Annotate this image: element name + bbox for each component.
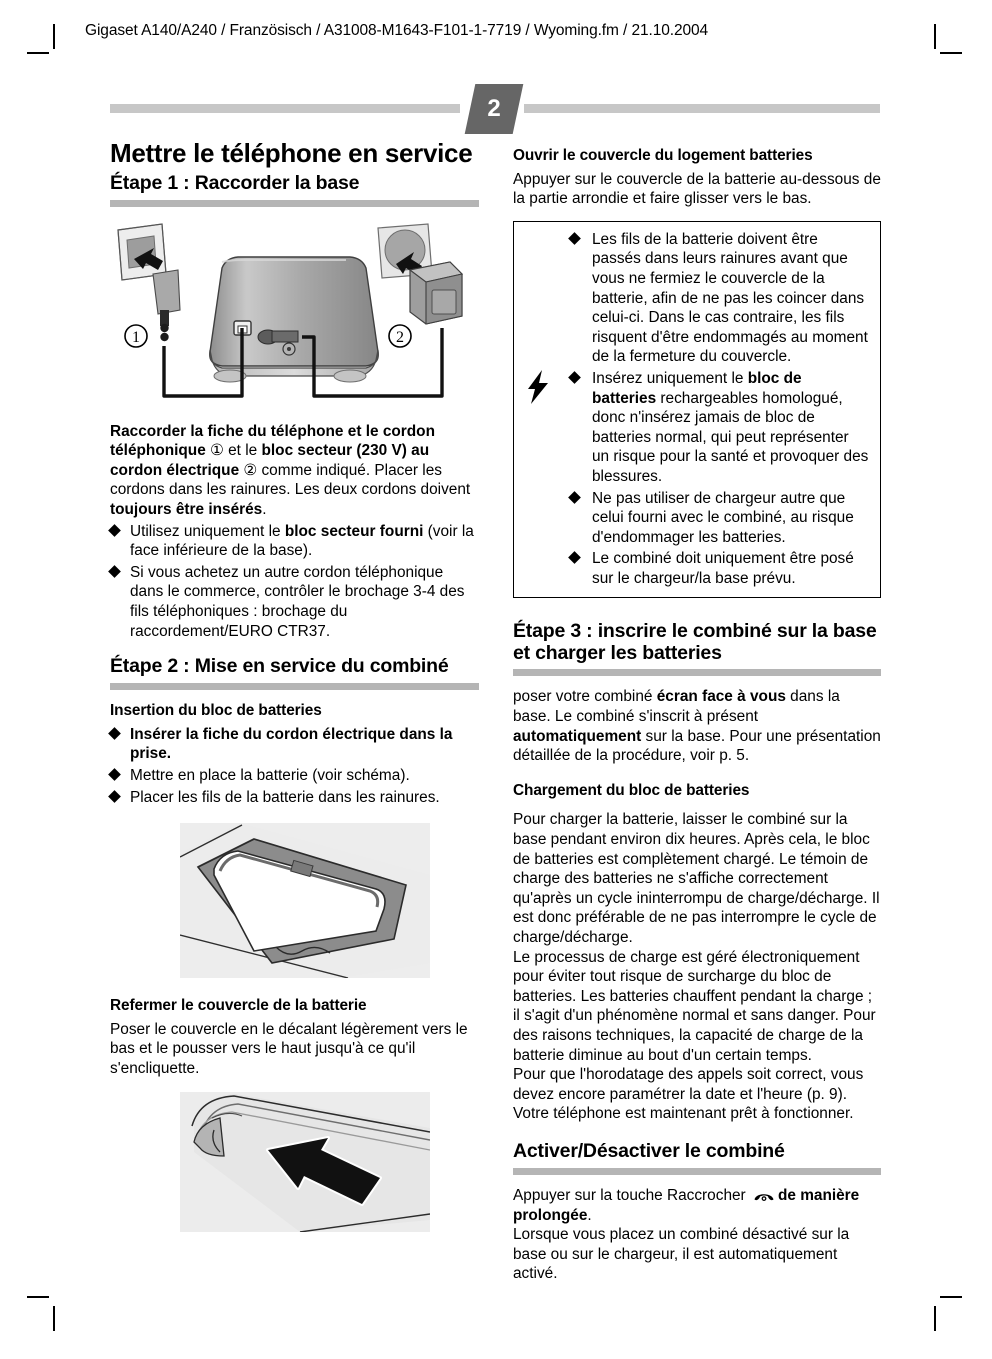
paragraph-charge-3: Pour que l'horodatage des appels soit correct, vous devez encore paramétrer la date et l'heure (p. 9). Votre téléphone est maintenant prêt à fonctionner. <box>513 1066 864 1123</box>
paragraph-on-off-2: Lorsque vous placez un combiné désactivé sur la base ou sur le chargeur, il est automatiquement activé. <box>513 1226 850 1283</box>
heading-step-1: Étape 1 : Raccorder la base <box>110 171 360 194</box>
bullet-psu-text-2: (voir la face inférieure de la base). <box>130 522 474 560</box>
running-header: Gigaset A140/A240 / Französisch / A31008-M1643-F101-1-7719 / Wyoming.fm / 21.10.2004 <box>85 22 709 39</box>
diamond-bullet-icon <box>568 551 581 564</box>
svg-text:2: 2 <box>396 328 404 346</box>
band-rule-right <box>524 104 880 113</box>
warning-bullet-handset-text: Le combiné doit uniquement être posé sur le chargeur/la base prévu. <box>592 550 854 587</box>
warning-bullet-battery-pack <box>570 369 870 487</box>
diamond-bullet-icon <box>568 371 581 384</box>
heading-charging: Chargement du bloc de batteries <box>513 781 750 799</box>
connect-bold-3: toujours être insérés <box>110 500 263 518</box>
bullet-phone-cord <box>110 563 479 641</box>
diamond-bullet-icon <box>108 727 121 740</box>
connect-text-3: . <box>262 500 267 518</box>
paragraph-charge-2: Le processus de charge est géré électroniquement pour éviter tout risque de surcharge du bloc de batteries. Les batteries chauffent pendant la charge ; il s'agit d'un phénomène normal et sans danger. Pour des raisons techniques, la capacité de charge de la batterie diminue au bout d'un certain temps. <box>513 948 876 1064</box>
crop-mark-bottom-right-horizontal <box>940 1296 962 1298</box>
heading-rule-on-off <box>513 1168 881 1175</box>
warning-b2-text-2: rechargeables homologué, donc n'insérez jamais de bloc de batteries normal, qui peut représenter un risque pour la santé et provoquer des blessures. <box>592 389 869 485</box>
heading-battery-insertion: Insertion du bloc de batteries <box>110 702 322 720</box>
lightning-bolt-icon <box>526 370 550 404</box>
warning-bullet-wires-text: Les fils de la batterie doivent être passés dans leurs rainures avant que vous ne fermiez le couvercle de la batterie, afin de ne pas les coincer dans celui-ci. Dans le cas contraire, les fils risquent d'être endommagés au moment de la fermeture du couvercle. <box>592 230 868 366</box>
wall-jack-graphic <box>118 224 166 280</box>
bullet-place-wires-text: Placer les fils de la batterie dans les rainures. <box>130 788 440 806</box>
heading-rule-step-1 <box>110 200 479 207</box>
warning-b2-text-1: Insérez uniquement le <box>592 369 748 387</box>
warning-bullet-charger-text: Ne pas utiliser de chargeur autre que celui fourni avec le combiné, au risque d'endommager les batteries. <box>592 489 854 546</box>
diamond-bullet-icon <box>108 565 121 578</box>
svg-text:1: 1 <box>132 328 140 346</box>
heading-open-cover: Ouvrir le couvercle du logement batteries <box>513 147 813 164</box>
diamond-bullet-icon <box>108 524 121 537</box>
step3-bold-2: automatiquement <box>513 727 642 745</box>
crop-mark-bottom-right-vertical <box>934 1306 936 1331</box>
crop-mark-top-left-horizontal <box>27 52 49 54</box>
figure-close-cover <box>180 1092 479 1232</box>
diamond-bullet-icon <box>568 491 581 504</box>
bullet-place-battery-text: Mettre en place la batterie (voir schéma). <box>130 766 410 784</box>
crop-mark-top-left-vertical <box>53 24 55 49</box>
connect-text-2: ② comme indiqué. Placer les cordons dans les rainures. Les deux cordons doivent <box>110 461 471 499</box>
page-number-band <box>110 96 880 142</box>
diamond-bullet-icon <box>108 768 121 781</box>
band-rule-left <box>110 104 460 113</box>
heading-rule-step-3 <box>513 669 881 676</box>
paragraph-on-off-1 <box>513 1186 881 1225</box>
figure-label-one <box>125 325 147 347</box>
heading-step-3: Étape 3 : inscrire le combiné sur la base et charger les batteries <box>513 620 877 665</box>
figure-label-two <box>389 325 411 347</box>
figure-base-connection <box>110 218 479 408</box>
paragraph-step-3 <box>513 687 881 765</box>
heading-on-off: Activer/Désactiver le combiné <box>513 1139 785 1162</box>
heading-rule-step-2 <box>110 683 479 690</box>
paragraph-charge-1: Pour charger la batterie, laisser le combiné sur la base pendant environ dix heures. Après cela, le bloc de batteries est complètement chargé. Le témoin de charge des batteries ne s'affiche correctement qu'après un cycle ininterrompu de charge/décharge. Il est donc préférable de ne pas interrompre le cycle de charge/décharge. <box>513 811 880 946</box>
step3-text-2: dans la base. Le combiné s'inscrit à présent <box>513 688 840 726</box>
paragraph-connect <box>110 422 479 520</box>
crop-mark-top-right-horizontal <box>940 52 962 54</box>
connect-bold-2: bloc secteur (230 V) au cordon électrique <box>110 442 430 479</box>
bullet-psu-text-1: Utilisez uniquement le <box>130 522 285 540</box>
step3-text-1: poser votre combiné <box>513 688 657 706</box>
page-title: Mettre le téléphone en service <box>110 138 473 168</box>
figure-battery-compartment <box>180 823 479 978</box>
left-column <box>110 140 479 1232</box>
bullet-place-wires <box>110 788 479 808</box>
paragraph-close-cover: Poser le couvercle en le décalant légèrement vers le bas et le pousser vers le haut jusqu'à ce qu'il s'encliquette. <box>110 1020 468 1077</box>
onoff-text-1: Appuyer sur la touche Raccrocher <box>513 1186 750 1204</box>
diamond-bullet-icon <box>108 790 121 803</box>
step3-text-3: sur la base. Pour une présentation détaillée de la procédure, voir p. 5. <box>513 727 881 765</box>
bullet-power-supply <box>110 522 479 561</box>
warning-b2-bold: bloc de batteries <box>592 369 802 407</box>
page-number-label: 2 <box>487 95 501 122</box>
bullet-place-battery <box>110 766 479 786</box>
warning-bullet-wires <box>570 230 870 367</box>
handset-hangup-icon <box>753 1189 775 1202</box>
heading-step-2: Étape 2 : Mise en service du combiné <box>110 655 449 678</box>
crop-mark-bottom-left-horizontal <box>27 1296 49 1298</box>
diamond-bullet-icon <box>568 232 581 245</box>
connect-bold-1: Raccorder la fiche du téléphone et le cordon téléphonique <box>110 422 435 460</box>
bullet-insert-plug <box>110 725 479 764</box>
bullet-insert-plug-text: Insérer la fiche du cordon électrique dans la prise. <box>130 725 453 763</box>
heading-close-cover: Refermer le couvercle de la batterie <box>110 997 367 1015</box>
warning-bullet-charger <box>570 489 870 548</box>
warning-box <box>513 221 881 599</box>
connect-text-1: ① et le <box>205 442 262 460</box>
crop-mark-top-right-vertical <box>934 24 936 49</box>
onoff-text-2: . <box>587 1206 592 1224</box>
paragraph-open-cover: Appuyer sur le couvercle de la batterie au-dessous de la partie arrondie et faire glisser vers le bas. <box>513 170 881 208</box>
warning-bullet-handset-placement <box>570 549 870 588</box>
onoff-bold: de manière prolongée <box>513 1186 860 1224</box>
bullet-psu-bold: bloc secteur fourni <box>284 522 424 540</box>
step3-bold-1: écran face à vous <box>656 688 786 706</box>
right-column <box>513 140 881 1284</box>
bullet-cord-text: Si vous achetez un autre cordon téléphonique dans le commerce, contrôler le brochage 3-4 des fils téléphoniques : brochage du raccordement/EURO CTR37. <box>130 563 465 640</box>
crop-mark-bottom-left-vertical <box>53 1306 55 1331</box>
